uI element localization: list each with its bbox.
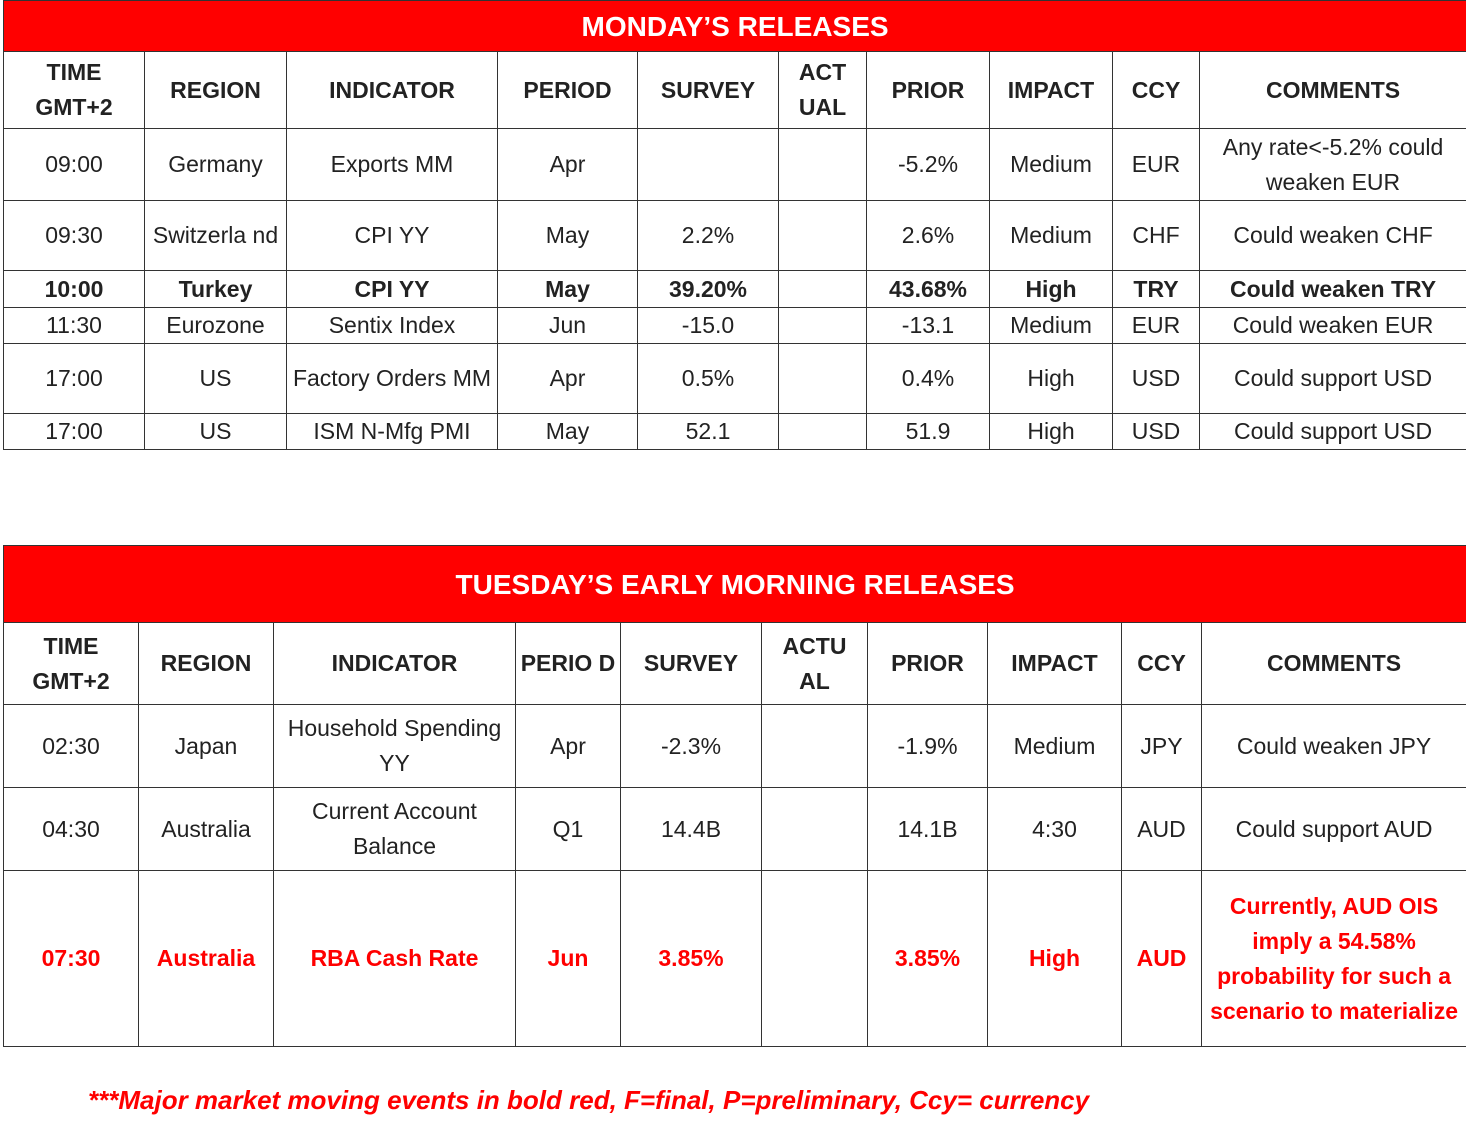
cell-survey: -15.0 <box>638 308 779 344</box>
cell-region: Australia <box>139 788 274 871</box>
cell-region: US <box>145 344 287 414</box>
cell-ccy: AUD <box>1122 871 1202 1047</box>
cell-ccy: JPY <box>1122 705 1202 788</box>
footer-note: ***Major market moving events in bold red, F=final, P=preliminary, Ccy= currency <box>88 1085 1090 1115</box>
cell-survey: -2.3% <box>621 705 762 788</box>
cell-indicator: Sentix Index <box>287 308 498 344</box>
cell-ccy: EUR <box>1113 308 1200 344</box>
cell-region: Turkey <box>145 271 287 308</box>
header-comments: COMMENTS <box>1202 623 1466 705</box>
table-row <box>4 271 1466 308</box>
cell-indicator: RBA Cash Rate <box>274 871 516 1047</box>
header-ccy: CCY <box>1122 623 1202 705</box>
tuesday-title: TUESDAY’S EARLY MORNING RELEASES <box>4 546 1466 623</box>
cell-actual <box>762 871 868 1047</box>
cell-survey: 39.20% <box>638 271 779 308</box>
table-row <box>4 308 1466 344</box>
cell-prior: -5.2% <box>867 129 990 201</box>
cell-time: 11:30 <box>4 308 145 344</box>
header-impact: IMPACT <box>990 52 1113 129</box>
cell-impact: High <box>988 871 1122 1047</box>
table-row <box>4 201 1466 271</box>
cell-indicator: Exports MM <box>287 129 498 201</box>
table-row <box>4 344 1466 414</box>
cell-time: 04:30 <box>4 788 139 871</box>
cell-impact: 4:30 <box>988 788 1122 871</box>
cell-impact: High <box>990 414 1113 450</box>
cell-region: Eurozone <box>145 308 287 344</box>
cell-ccy: TRY <box>1113 271 1200 308</box>
cell-comments: Could weaken TRY <box>1200 271 1466 308</box>
cell-time: 10:00 <box>4 271 145 308</box>
cell-comments: Any rate<-5.2% could weaken EUR <box>1200 129 1466 201</box>
cell-actual <box>762 788 868 871</box>
header-actual: ACTU AL <box>762 623 868 705</box>
cell-prior: 43.68% <box>867 271 990 308</box>
cell-actual <box>779 271 867 308</box>
cell-survey: 14.4B <box>621 788 762 871</box>
header-time: TIME GMT+2 <box>4 52 145 129</box>
cell-survey: 3.85% <box>621 871 762 1047</box>
tuesday-header-row <box>4 623 1466 705</box>
cell-prior: 2.6% <box>867 201 990 271</box>
cell-prior: 3.85% <box>868 871 988 1047</box>
cell-ccy: USD <box>1113 414 1200 450</box>
cell-period: Apr <box>498 344 638 414</box>
cell-impact: Medium <box>988 705 1122 788</box>
monday-title: MONDAY’S RELEASES <box>4 1 1466 52</box>
header-region: REGION <box>145 52 287 129</box>
cell-indicator: CPI YY <box>287 271 498 308</box>
cell-prior: 0.4% <box>867 344 990 414</box>
cell-survey: 52.1 <box>638 414 779 450</box>
cell-region: Germany <box>145 129 287 201</box>
cell-actual <box>779 344 867 414</box>
cell-impact: Medium <box>990 308 1113 344</box>
header-period: PERIOD <box>498 52 638 129</box>
header-actual: ACT UAL <box>779 52 867 129</box>
cell-prior: 14.1B <box>868 788 988 871</box>
header-period: PERIO D <box>516 623 621 705</box>
cell-comments: Could support USD <box>1200 414 1466 450</box>
cell-period: Apr <box>516 705 621 788</box>
cell-time: 09:30 <box>4 201 145 271</box>
cell-survey <box>638 129 779 201</box>
table-row <box>4 788 1466 871</box>
monday-header-row <box>4 52 1466 129</box>
cell-survey: 2.2% <box>638 201 779 271</box>
cell-actual <box>779 129 867 201</box>
cell-region: US <box>145 414 287 450</box>
header-survey: SURVEY <box>621 623 762 705</box>
monday-releases-table <box>3 0 1466 450</box>
header-region: REGION <box>139 623 274 705</box>
cell-time: 07:30 <box>4 871 139 1047</box>
cell-comments: Could weaken EUR <box>1200 308 1466 344</box>
cell-impact: High <box>990 344 1113 414</box>
cell-impact: High <box>990 271 1113 308</box>
table-row <box>4 705 1466 788</box>
cell-prior: 51.9 <box>867 414 990 450</box>
cell-actual <box>779 308 867 344</box>
cell-impact: Medium <box>990 129 1113 201</box>
table-row <box>4 871 1466 1047</box>
table-row <box>4 414 1466 450</box>
cell-actual <box>779 201 867 271</box>
cell-prior: -1.9% <box>868 705 988 788</box>
cell-period: May <box>498 414 638 450</box>
cell-comments: Could weaken CHF <box>1200 201 1466 271</box>
cell-region: Switzerla nd <box>145 201 287 271</box>
cell-period: Apr <box>498 129 638 201</box>
cell-impact: Medium <box>990 201 1113 271</box>
cell-region: Australia <box>139 871 274 1047</box>
cell-comments: Could support AUD <box>1202 788 1466 871</box>
cell-period: Jun <box>498 308 638 344</box>
cell-indicator: ISM N-Mfg PMI <box>287 414 498 450</box>
tuesday-releases-table <box>3 545 1466 1047</box>
cell-prior: -13.1 <box>867 308 990 344</box>
cell-indicator: Household Spending YY <box>274 705 516 788</box>
cell-period: Jun <box>516 871 621 1047</box>
cell-time: 17:00 <box>4 414 145 450</box>
header-survey: SURVEY <box>638 52 779 129</box>
cell-time: 09:00 <box>4 129 145 201</box>
header-ccy: CCY <box>1113 52 1200 129</box>
cell-period: May <box>498 271 638 308</box>
cell-comments: Currently, AUD OIS imply a 54.58% probability for such a scenario to materialize <box>1202 871 1466 1047</box>
cell-comments: Could support USD <box>1200 344 1466 414</box>
cell-comments: Could weaken JPY <box>1202 705 1466 788</box>
cell-survey: 0.5% <box>638 344 779 414</box>
cell-indicator: Current Account Balance <box>274 788 516 871</box>
header-prior: PRIOR <box>868 623 988 705</box>
cell-time: 02:30 <box>4 705 139 788</box>
cell-ccy: EUR <box>1113 129 1200 201</box>
cell-region: Japan <box>139 705 274 788</box>
header-indicator: INDICATOR <box>287 52 498 129</box>
cell-actual <box>762 705 868 788</box>
cell-indicator: CPI YY <box>287 201 498 271</box>
cell-ccy: AUD <box>1122 788 1202 871</box>
cell-ccy: CHF <box>1113 201 1200 271</box>
header-comments: COMMENTS <box>1200 52 1466 129</box>
cell-actual <box>779 414 867 450</box>
header-indicator: INDICATOR <box>274 623 516 705</box>
cell-ccy: USD <box>1113 344 1200 414</box>
header-time: TIME GMT+2 <box>4 623 139 705</box>
header-impact: IMPACT <box>988 623 1122 705</box>
table-row <box>4 129 1466 201</box>
header-prior: PRIOR <box>867 52 990 129</box>
cell-indicator: Factory Orders MM <box>287 344 498 414</box>
cell-period: May <box>498 201 638 271</box>
cell-time: 17:00 <box>4 344 145 414</box>
cell-period: Q1 <box>516 788 621 871</box>
